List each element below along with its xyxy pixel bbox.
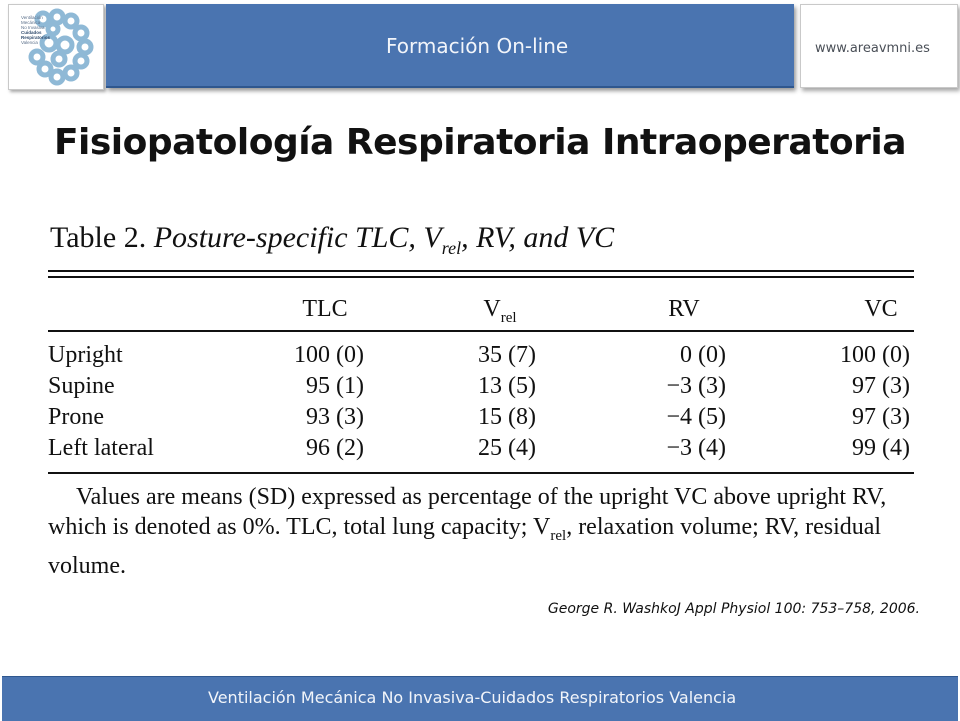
caption-title-main: Posture-specific TLC, V — [153, 221, 442, 254]
logo-line: Respiratorios — [21, 35, 51, 40]
table-header-rule — [48, 330, 914, 332]
table-footnote — [48, 482, 914, 581]
cell-vrel: 15 (8) — [478, 404, 536, 430]
cell-rv: −4 (5) — [666, 404, 726, 430]
column-header-rv: RV — [668, 296, 700, 322]
cell-vc: 99 (4) — [852, 435, 910, 461]
column-header-vrel-sub: rel — [500, 309, 517, 326]
caption-title — [153, 221, 615, 258]
column-header-vc: VC — [864, 296, 898, 322]
row-label: Left lateral — [48, 435, 154, 461]
cell-vc: 97 (3) — [852, 404, 910, 430]
cell-tlc: 96 (2) — [306, 435, 364, 461]
cell-vc: 97 (3) — [852, 373, 910, 399]
logo — [8, 4, 104, 90]
citation: George R. WashkoJ Appl Physiol 100: 753–758, 2006. — [547, 601, 920, 617]
row-label: Prone — [48, 404, 104, 430]
cell-rv: 0 (0) — [680, 342, 726, 368]
cell-tlc: 100 (0) — [294, 342, 364, 368]
cell-rv: −3 (3) — [666, 373, 726, 399]
table-top-rule — [48, 270, 914, 278]
cell-rv: −3 (4) — [666, 435, 726, 461]
footnote-text-2: , relaxation volume; RV, residual volume. — [48, 514, 882, 579]
url-box — [800, 4, 958, 88]
row-label: Supine — [48, 373, 115, 399]
caption-title-rest: , RV, and VC — [461, 221, 615, 254]
column-header-vrel — [468, 294, 532, 333]
logo-text — [21, 15, 67, 45]
footnote-text-1: Values are means (SD) expressed as percentage of the upright VC above upright RV, which is denoted as 0%. TLC, total lung capacity; V — [48, 484, 887, 540]
table-bottom-rule — [48, 472, 914, 474]
cell-vc: 100 (0) — [840, 342, 910, 368]
column-header-vrel-main: V — [483, 296, 501, 322]
cell-tlc: 93 (3) — [306, 404, 364, 430]
table-caption — [50, 220, 914, 266]
row-label: Upright — [48, 342, 123, 368]
header-banner — [106, 4, 794, 88]
caption-title-sub: rel — [441, 238, 462, 258]
logo-line: Mecánica — [21, 20, 41, 25]
logo-line: Ventilación — [21, 15, 43, 20]
banner-title: Formación On-line — [386, 34, 569, 58]
cell-vrel: 35 (7) — [478, 342, 536, 368]
cell-tlc: 95 (1) — [306, 373, 364, 399]
page-title: Fisiopatología Respiratoria Intraoperatoria — [53, 122, 907, 163]
site-url: www.areavmni.es — [815, 41, 930, 56]
slide-header — [2, 0, 958, 94]
footer-text: Ventilación Mecánica No Invasiva-Cuidados Respiratorios Valencia — [208, 688, 737, 707]
column-header-tlc: TLC — [302, 296, 348, 322]
caption-prefix: Table 2. — [50, 221, 147, 254]
cell-vrel: 13 (5) — [478, 373, 536, 399]
table-figure — [48, 220, 914, 579]
logo-line: Cuidados — [21, 30, 42, 35]
logo-line: Valencia — [21, 40, 38, 45]
logo-line: No Invasiva — [21, 25, 45, 30]
cell-vrel: 25 (4) — [478, 435, 536, 461]
footnote-sub: rel — [550, 527, 567, 544]
slide-footer — [2, 676, 958, 721]
